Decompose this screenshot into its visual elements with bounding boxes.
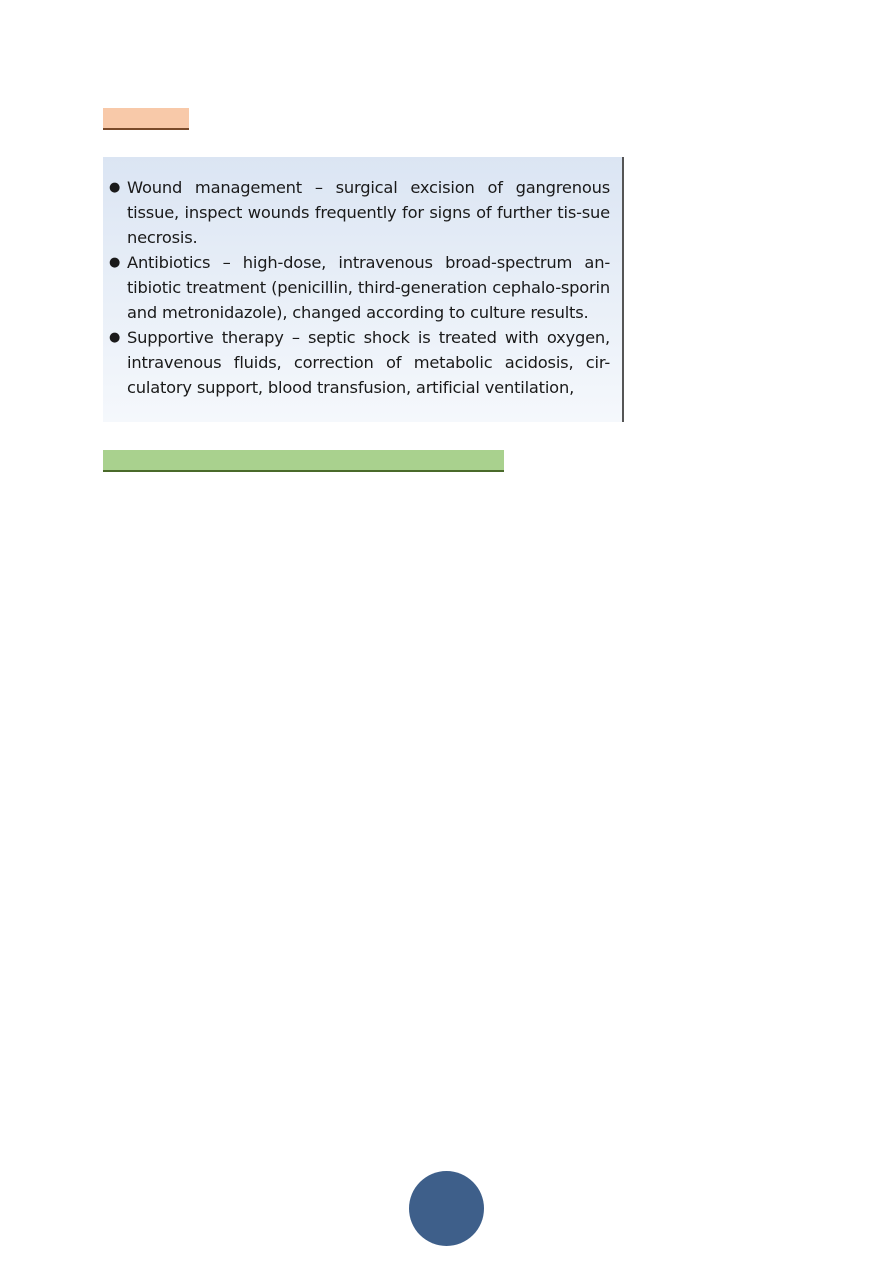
bullet-dot-icon: ● (109, 180, 121, 195)
list-item-text: Supportive therapy – septic shock is treated with oxygen, intravenous fluids, correction of metabolic acidosis, cir-culatory support, blood transfusion, artificial ventilation, (127, 328, 610, 397)
heading-highlight-orange (103, 108, 189, 130)
treatment-excerpt-image (103, 157, 624, 422)
list-item-text: Wound management – surgical excision of gangrenous tissue, inspect wounds frequently for signs of further tis-sue necrosis. (127, 178, 610, 247)
treatment-list (103, 157, 622, 400)
list-item (109, 250, 610, 325)
heading-highlight-green (103, 450, 504, 472)
page-number-circle (409, 1171, 484, 1246)
list-item (109, 175, 610, 250)
list-item (109, 325, 610, 400)
bullet-dot-icon: ● (109, 330, 121, 345)
list-item-text: Antibiotics – high-dose, intravenous broad-spectrum an-tibiotic treatment (penicillin, third-generation cephalo-sporin and metronidazole), changed according to culture results. (127, 253, 610, 322)
bullet-dot-icon: ● (109, 255, 121, 270)
